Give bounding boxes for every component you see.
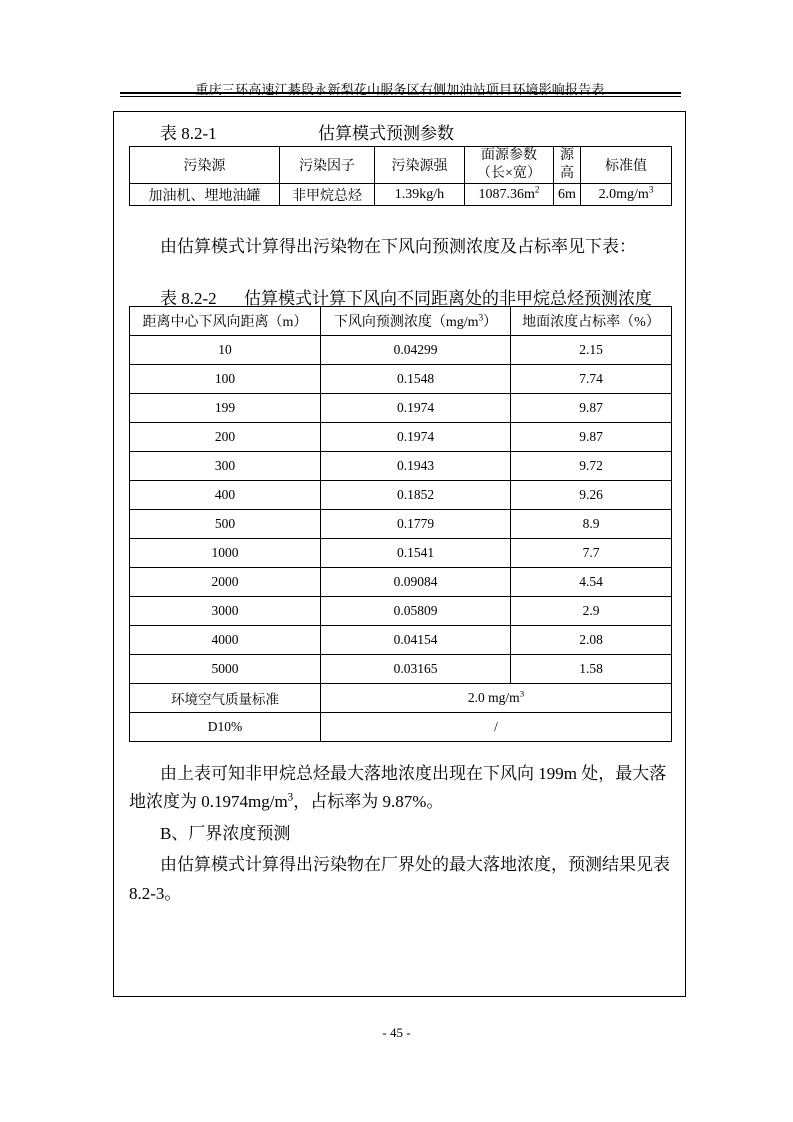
- boundary-paragraph-line1: 由估算模式计算得出污染物在厂界处的最大落地浓度，预测结果见表: [160, 855, 670, 874]
- table-row: [130, 655, 672, 684]
- table2-cell-concentration: 0.04299: [321, 336, 511, 365]
- estimation-parameters-table: [129, 146, 672, 206]
- table1-header-standard: 标准值: [581, 147, 672, 184]
- table1-cell-source: 加油机、埋地油罐: [130, 184, 280, 206]
- conclusion-paragraph-line2: [129, 788, 443, 815]
- table2-standard-value-sup: 3: [519, 688, 525, 699]
- table2-cell-distance: 100: [130, 365, 321, 394]
- conclusion-line2-sup: 3: [287, 791, 294, 804]
- table2-d10-value: /: [321, 713, 672, 742]
- table2-cell-ratio: 2.08: [511, 626, 672, 655]
- table2-cell-distance: 4000: [130, 626, 321, 655]
- downwind-concentration-table: [129, 306, 672, 742]
- conclusion-paragraph-line1: 由上表可知非甲烷总烃最大落地浓度出现在下风向 199m 处，最大落: [160, 764, 667, 783]
- table1-cell-factor: 非甲烷总烃: [280, 184, 375, 206]
- table2-cell-distance: 2000: [130, 568, 321, 597]
- table2-cell-ratio: 9.87: [511, 423, 672, 452]
- table2-cell-ratio: 9.72: [511, 452, 672, 481]
- table1-header-area-line1: 面源参数: [481, 148, 537, 163]
- table2-header-concentration-suffix: ）: [483, 315, 498, 330]
- intro-paragraph: 由估算模式计算得出污染物在下风向预测浓度及占标率见下表：: [160, 237, 636, 256]
- table2-cell-concentration: 0.1779: [321, 510, 511, 539]
- header-rule-thick: [120, 92, 681, 94]
- table2-cell-concentration: 0.1548: [321, 365, 511, 394]
- table2-standard-label: 环境空气质量标准: [130, 684, 321, 713]
- table1-cell-height: 6m: [554, 184, 581, 206]
- table2-cell-ratio: 4.54: [511, 568, 672, 597]
- table2-cell-distance: 1000: [130, 539, 321, 568]
- conclusion-line2-suffix: ，占标率为 9.87%。: [293, 792, 444, 811]
- table1-data-row: [130, 184, 672, 206]
- table2-cell-distance: 200: [130, 423, 321, 452]
- table-row: [130, 626, 672, 655]
- table2-cell-ratio: 2.15: [511, 336, 672, 365]
- table-row: [130, 597, 672, 626]
- table1-cell-standard-sup: 3: [648, 183, 654, 194]
- table-row: [130, 365, 672, 394]
- table2-cell-concentration: 0.1852: [321, 481, 511, 510]
- table1-cell-area-value: 1087.36m: [478, 186, 535, 202]
- boundary-paragraph-line2: 8.2-3。: [129, 884, 182, 903]
- table1-cell-standard-value: 2.0mg/m: [598, 186, 649, 202]
- table2-standard-value-text: 2.0 mg/m: [467, 690, 520, 705]
- table2-cell-ratio: 7.74: [511, 365, 672, 394]
- table2-cell-concentration: 0.09084: [321, 568, 511, 597]
- table1-header-row: [130, 147, 672, 184]
- table2-standard-value: [321, 684, 672, 713]
- table2-d10-label: D10%: [130, 713, 321, 742]
- table2-cell-concentration: 0.1974: [321, 394, 511, 423]
- table1-caption-title: 估算模式预测参数: [318, 124, 454, 143]
- page-number: - 45 -: [382, 1025, 411, 1040]
- report-header-title: 重庆三环高速江綦段永新梨花山服务区右侧加油站项目环境影响报告表: [195, 82, 605, 97]
- table2-body: [130, 336, 672, 684]
- table2-cell-ratio: 1.58: [511, 655, 672, 684]
- table2-standard-row: [130, 684, 672, 713]
- table-row: [130, 452, 672, 481]
- table1-header-height-line2: 高: [560, 166, 574, 181]
- table2-header-concentration-sup: 3: [478, 312, 484, 323]
- table1-cell-intensity: 1.39kg/h: [375, 184, 465, 206]
- table2-caption-title: 估算模式计算下风向不同距离处的非甲烷总烃预测浓度: [244, 289, 652, 308]
- table1-caption-number: 表 8.2-1: [160, 124, 217, 143]
- table2-header-concentration: [321, 307, 511, 336]
- header-rule-thin: [120, 96, 681, 97]
- table1-header-area-line2: （长×宽）: [477, 166, 541, 181]
- table-row: [130, 568, 672, 597]
- section-heading-boundary: B、厂界浓度预测: [160, 824, 291, 843]
- conclusion-line2-prefix: 地浓度为 0.1974mg/m: [129, 792, 288, 811]
- table-row: [130, 510, 672, 539]
- table2-cell-ratio: 2.9: [511, 597, 672, 626]
- table-row: [130, 394, 672, 423]
- table2-d10-row: [130, 713, 672, 742]
- table2-cell-ratio: 9.26: [511, 481, 672, 510]
- table2-cell-ratio: 7.7: [511, 539, 672, 568]
- table2-cell-distance: 300: [130, 452, 321, 481]
- table2-header-distance: 距离中心下风向距离（m）: [130, 307, 321, 336]
- table2-cell-concentration: 0.04154: [321, 626, 511, 655]
- table2-cell-concentration: 0.1943: [321, 452, 511, 481]
- table2-cell-distance: 10: [130, 336, 321, 365]
- table2-cell-concentration: 0.03165: [321, 655, 511, 684]
- table2-cell-distance: 500: [130, 510, 321, 539]
- table-row: [130, 539, 672, 568]
- table1-cell-area-sup: 2: [534, 183, 540, 194]
- table2-cell-distance: 3000: [130, 597, 321, 626]
- table2-caption-number: 表 8.2-2: [160, 289, 217, 308]
- table1-header-factor: 污染因子: [280, 147, 375, 184]
- table2-header-row: [130, 307, 672, 336]
- table1-header-area: [465, 147, 554, 184]
- table-row: [130, 336, 672, 365]
- table2-header-ratio: 地面浓度占标率（%）: [511, 307, 672, 336]
- table2-cell-distance: 199: [130, 394, 321, 423]
- table1-header-height-line1: 源: [560, 148, 574, 163]
- table1-cell-area: [465, 184, 554, 206]
- table1-cell-standard: [581, 184, 672, 206]
- table1-header-intensity: 污染源强: [375, 147, 465, 184]
- table2-cell-concentration: 0.05809: [321, 597, 511, 626]
- table2-cell-distance: 5000: [130, 655, 321, 684]
- table-row: [130, 423, 672, 452]
- table2-cell-concentration: 0.1541: [321, 539, 511, 568]
- table2-cell-distance: 400: [130, 481, 321, 510]
- table-row: [130, 481, 672, 510]
- table2-cell-ratio: 9.87: [511, 394, 672, 423]
- table1-header-source: 污染源: [130, 147, 280, 184]
- table1-header-height: [554, 147, 581, 184]
- table2-header-concentration-prefix: 下风向预测浓度（mg/m: [333, 315, 479, 330]
- table2-cell-concentration: 0.1974: [321, 423, 511, 452]
- table2-cell-ratio: 8.9: [511, 510, 672, 539]
